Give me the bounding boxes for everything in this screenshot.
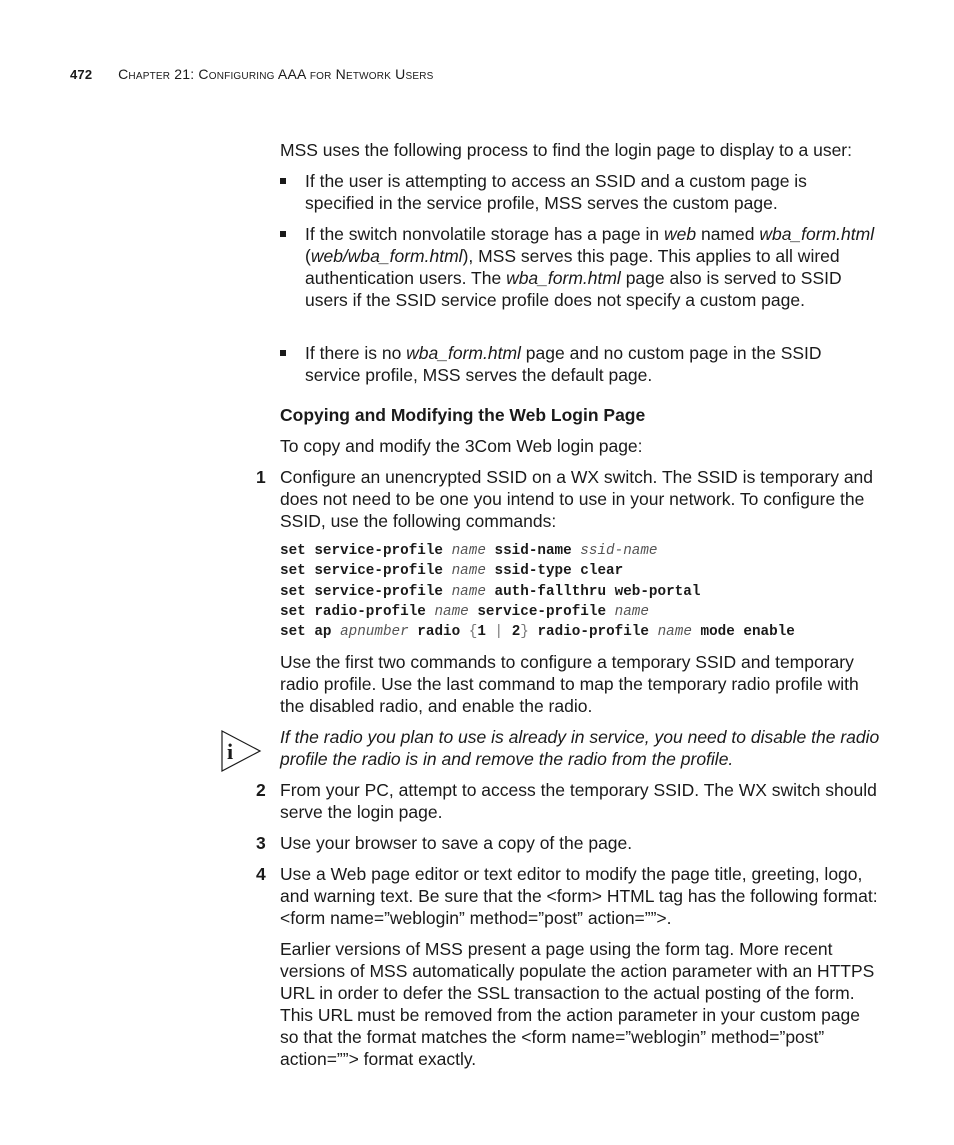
- step-number: 1: [256, 467, 266, 487]
- process-list: [280, 170, 880, 214]
- code-line: set service-profile name auth-fallthru web-portal: [280, 583, 701, 600]
- code-line: set service-profile name ssid-name ssid-name: [280, 543, 658, 559]
- step-text: Configure an unencrypted SSID on a WX switch. The SSID is temporary and does not need to be one you intend to use in your network. To configure the SSID, use the following commands:: [280, 467, 874, 531]
- step-number: 2: [256, 780, 266, 800]
- step-text: From your PC, attempt to access the temporary SSID. The WX switch should serve the login page.: [280, 780, 877, 822]
- page-header: [70, 66, 434, 82]
- info-icon: [220, 729, 262, 773]
- note-text: If the radio you plan to use is already in service, you need to disable the radio profile the radio is in and remove the radio from the profile.: [280, 727, 880, 769]
- step-4-followup: Earlier versions of MSS present a page using the form tag. More recent versions of MSS automatically populate the action parameter with an HTTPS URL in order to defer the SSL transaction to the actual posting of the form. This URL must be removed from the action parameter in your custom page so that the format matches the <form name=”weblogin” method=”post” action=””> format exactly.: [280, 939, 875, 1069]
- intro-paragraph: MSS uses the following process to find the login page to display to a user:: [280, 140, 852, 160]
- step-number: 4: [256, 864, 266, 884]
- code-line: set ap apnumber radio {1 | 2} radio-profile name mode enable: [280, 624, 795, 641]
- step-text: Use your browser to save a copy of the page.: [280, 833, 633, 853]
- code-line: set service-profile name ssid-type clear: [280, 563, 624, 580]
- list-item: If the switch nonvolatile storage has a page in web named wba_form.html (web/wba_form.html), MSS serves this page. This applies to all wired authentication users. The wba_form.html page also is served to SSID users if the SSID service profile does not specify a custom page.: [280, 223, 880, 311]
- command-block: [280, 541, 795, 642]
- page-number: 472: [70, 67, 93, 82]
- process-list-3: [280, 342, 880, 386]
- step-number: 3: [256, 833, 266, 853]
- list-item: If there is no wba_form.html page and no custom page in the SSID service profile, MSS serves the default page.: [280, 342, 880, 386]
- svg-text:i: i: [227, 739, 234, 764]
- chapter-title: Chapter 21: Configuring AAA for Network Users: [118, 66, 434, 82]
- bullet-icon: [280, 178, 286, 184]
- list-item: If the user is attempting to access an SSID and a custom page is specified in the service profile, MSS serves the custom page.: [280, 170, 880, 214]
- section-intro: To copy and modify the 3Com Web login page:: [280, 436, 643, 456]
- step-1-followup: Use the first two commands to configure a temporary SSID and temporary radio profile. Use the last command to map the temporary radio profile with the disabled radio, and enable the radio.: [280, 652, 859, 716]
- step-text: Use a Web page editor or text editor to modify the page title, greeting, logo, and warning text. Be sure that the <form> HTML tag has the following format: <form name=”weblogin” method=”post” action=””>.: [280, 864, 878, 928]
- bullet-icon: [280, 350, 286, 356]
- process-list-2: [280, 223, 880, 311]
- code-line: set radio-profile name service-profile name: [280, 603, 649, 620]
- section-heading: Copying and Modifying the Web Login Page: [280, 405, 646, 425]
- bullet-icon: [280, 231, 286, 237]
